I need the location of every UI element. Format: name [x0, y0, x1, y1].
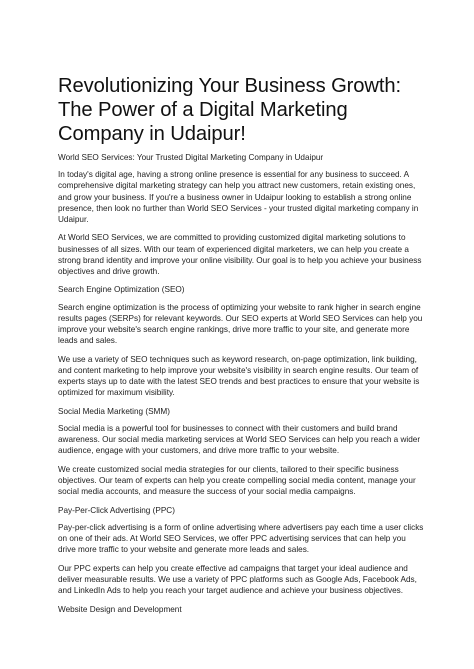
- document-body: [58, 152, 424, 621]
- section-heading: World SEO Services: Your Trusted Digital Marketing Company in Udaipur: [58, 153, 324, 162]
- section-heading: Social Media Marketing (SMM): [58, 406, 170, 416]
- section-heading: Pay-Per-Click Advertising (PPC): [58, 505, 175, 515]
- section-heading: Website Design and Development: [58, 605, 182, 615]
- page-title: Revolutionizing Your Business Growth: The Power of a Digital Marketing Company in Udaipur!: [58, 74, 402, 145]
- body-paragraph: Pay-per-click advertising is a form of online advertising where advertisers pay each time a user clicks on one of their ads. At World SEO Services, we offer PPC advertising services that can help you drive more traffic to your website and generate more leads and sales.: [58, 523, 424, 555]
- body-paragraph: We use a variety of SEO techniques such as keyword research, on-page optimization, link building, and content marketing to help improve your website's visibility in search engine results. Our team of experts stays up to date with the latest SEO trends and best practices to ensure that your website is optimized for maximum visibility.: [58, 354, 420, 398]
- body-paragraph: Social media is a powerful tool for businesses to connect with their customers and build brand awareness. Our social media marketing services at World SEO Services can help you reach a wider audience, engage with your customers, and drive more traffic to your website.: [58, 424, 421, 456]
- body-paragraph: Search engine optimization is the process of optimizing your website to rank higher in search engine results pages (SERPs) for relevant keywords. Our SEO experts at World SEO Services can help you improve your website's search engine rankings, drive more traffic to your site, and generate more leads and sales.: [58, 302, 423, 346]
- section-heading: Search Engine Optimization (SEO): [58, 285, 185, 295]
- body-paragraph: At World SEO Services, we are committed to providing customized digital marketing solutions to businesses of all sizes. With our team of experienced digital marketers, we can help you create a strong brand identity and improve your online visibility. Our goal is to help you achieve your business objectives and drive growth.: [58, 233, 422, 276]
- body-paragraph: We create customized social media strategies for our clients, tailored to their specific business objectives. Our team of experts can help you create compelling social media content, manage your social media accounts, and measure the success of your social media campaigns.: [58, 465, 416, 497]
- body-paragraph: In today's digital age, having a strong online presence is essential for any business to succeed. A comprehensive digital marketing strategy can help you attract new customers, retain existing ones, and grow your business. If you're a business owner in Udaipur looking to establish a strong online presence, then look no further than World SEO Services - your trusted digital marketing company in Udaipur.: [58, 170, 419, 224]
- body-paragraph: Our PPC experts can help you create effective ad campaigns that target your ideal audience and deliver measurable results. We use a variety of PPC platforms such as Google Ads, Facebook Ads, and LinkedIn Ads to help you reach your target audience and achieve your business objectives.: [58, 564, 417, 596]
